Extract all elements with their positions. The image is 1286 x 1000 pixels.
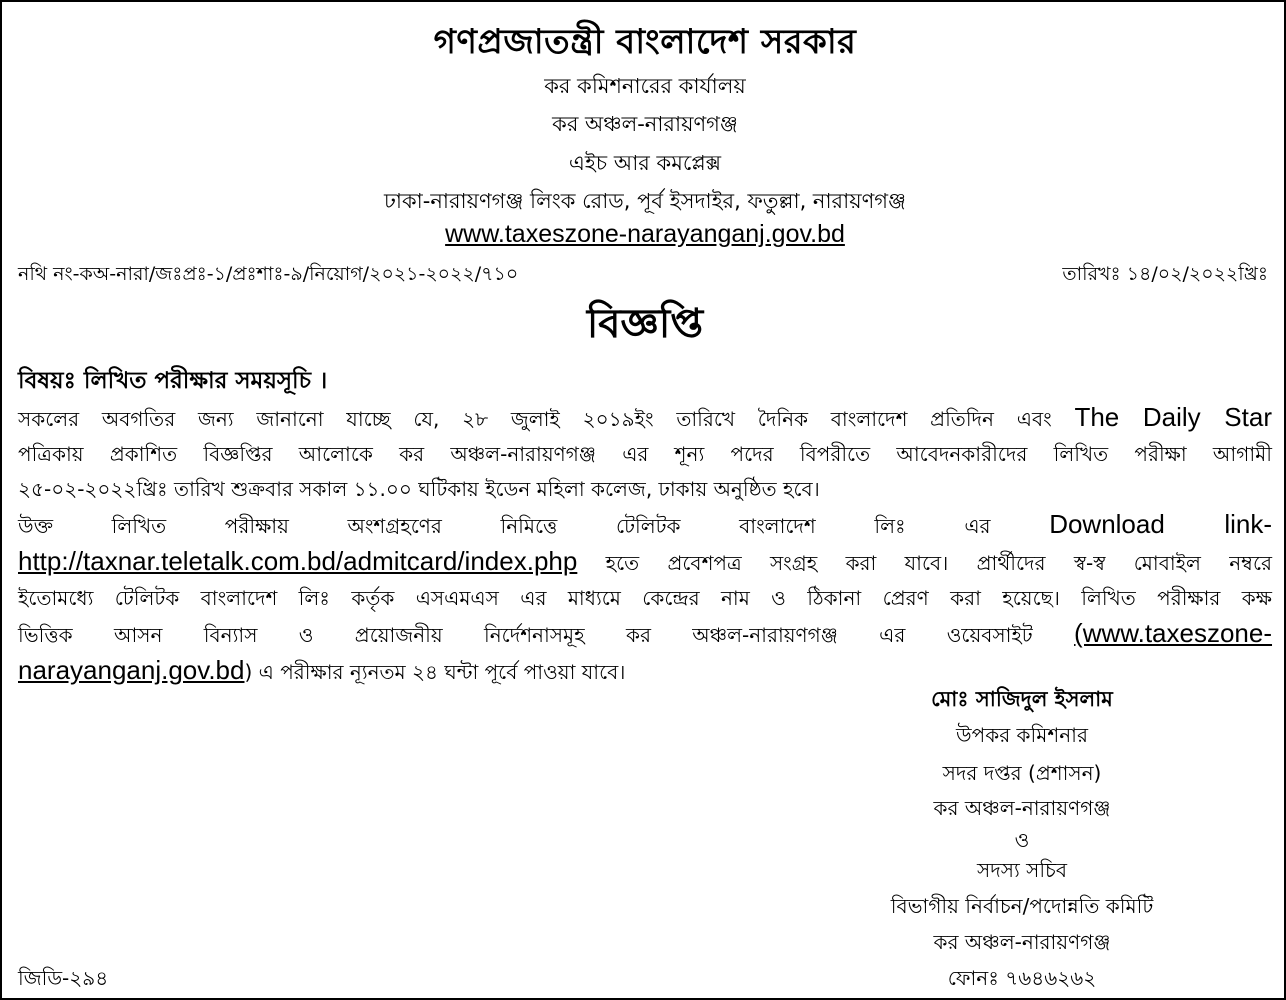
signatory-department: সদর দপ্তর (প্রশাসন) xyxy=(942,761,1102,785)
paragraph-2-line-4-bn: ভিত্তিক আসন বিন্যাস ও প্রয়োজনীয় নির্দেশনাসমূহ কর অঞ্চল-নারায়ণগঞ্জ এর ওয়েবসাইট xyxy=(18,623,1033,647)
paragraph-2-line-2-bn: হতে প্রবেশপত্র সংগ্রহ করা যাবে। প্রার্থীদের স্ব-স্ব মোবাইল নম্বরে xyxy=(605,551,1272,575)
notice-heading: বিজ্ঞপ্তি xyxy=(586,301,704,347)
newspaper-name: The Daily Star xyxy=(1074,402,1272,432)
paragraph-2-line-2 xyxy=(18,544,1272,581)
signatory-name: মোঃ সাজিদুল ইসলাম xyxy=(931,687,1113,711)
signatory-zone: কর অঞ্চল-নারায়ণগঞ্জ xyxy=(933,796,1111,820)
paragraph-2-line-1 xyxy=(18,507,1272,544)
website-link[interactable]: www.taxeszone-narayanganj.gov.bd xyxy=(445,220,845,248)
paragraph-1-line-1 xyxy=(18,400,1272,437)
admit-card-link[interactable]: http://taxnar.teletalk.com.bd/admitcard/index.php xyxy=(18,546,578,576)
signatory-zone-2: কর অঞ্চল-নারায়ণগঞ্জ xyxy=(933,930,1111,954)
signatory-conjunction: ও xyxy=(1014,828,1030,852)
signatory-role: সদস্য সচিব xyxy=(977,858,1067,882)
memo-number: নথি নং-কঅ-নারা/জঃপ্রঃ-১/প্রঃশাঃ-৯/নিয়োগ/২০২১-২০২২/৭১০ xyxy=(18,263,519,285)
office-address: ঢাকা-নারায়ণগঞ্জ লিংক রোড, পূর্ব ইসদাইর, ফতুল্লা, নারায়ণগঞ্জ xyxy=(384,189,906,213)
government-title: গণপ্রজাতন্ত্রী বাংলাদেশ সরকার xyxy=(433,22,857,62)
signatory-committee: বিভাগীয় নির্বাচন/পদোন্নতি কমিটি xyxy=(890,894,1154,918)
paragraph-1-line-1-bn: সকলের অবগতির জন্য জানানো যাচ্ছে যে, ২৮ জুলাই ২০১৯ইং তারিখে দৈনিক বাংলাদেশ প্রতিদিন এবং xyxy=(18,407,1052,431)
paragraph-2-line-3: ইতোমধ্যে টেলিটক বাংলাদেশ লিঃ কর্তৃক এসএমএস এর মাধ্যমে কেন্দ্রের নাম ও ঠিকানা প্রেরণ করা হয়েছে। লিখিত পরীক্ষার কক্ষ xyxy=(18,586,1272,610)
website-link-inline-end[interactable]: narayanganj.gov.bd xyxy=(18,655,245,685)
paragraph-2-line-5-bn: ) এ পরীক্ষার ন্যূনতম ২৪ ঘন্টা পূর্বে পাওয়া যাবে। xyxy=(244,660,626,684)
zone-name: কর অঞ্চল-নারায়ণগঞ্জ xyxy=(552,112,738,136)
signatory-phone: ফোনঃ ৭৬৪৬২৬২ xyxy=(947,966,1097,990)
paragraph-1-line-3: ২৫-০২-২০২২খ্রিঃ তারিখ শুক্রবার সকাল ১১.০০ ঘটিকায় ইডেন মহিলা কলেজ, ঢাকায় অনুষ্ঠিত হবে। xyxy=(18,477,820,501)
paragraph-2-line-1-bn: উক্ত লিখিত পরীক্ষায় অংশগ্রহণের নিমিত্তে টেলিটক বাংলাদেশ লিঃ এর xyxy=(18,514,991,538)
paragraph-1-line-2: পত্রিকায় প্রকাশিত বিজ্ঞপ্তির আলোকে কর অঞ্চল-নারায়ণগঞ্জ এর শূন্য পদের বিপরীতে আবেদনকারীদের লিখিত পরীক্ষা আগামী xyxy=(18,442,1272,466)
download-label: Download link- xyxy=(1049,509,1272,539)
paragraph-2-line-4 xyxy=(18,616,1272,653)
office-name: কর কমিশনারের কার্যালয় xyxy=(544,74,746,98)
building-name: এইচ আর কমপ্লেক্স xyxy=(568,151,722,175)
website-link-inline-start[interactable]: (www.taxeszone- xyxy=(1074,618,1273,648)
paragraph-2 xyxy=(18,507,1272,690)
gd-number: জিডি-২৯৪ xyxy=(18,966,109,990)
memo-date: তারিখঃ ১৪/০২/২০২২খ্রিঃ xyxy=(1062,263,1268,285)
subject-line: বিষয়ঃ লিখিত পরীক্ষার সময়সূচি । xyxy=(18,368,328,394)
signatory-designation: উপকর কমিশনার xyxy=(956,723,1088,747)
paragraph-1 xyxy=(18,400,1272,507)
